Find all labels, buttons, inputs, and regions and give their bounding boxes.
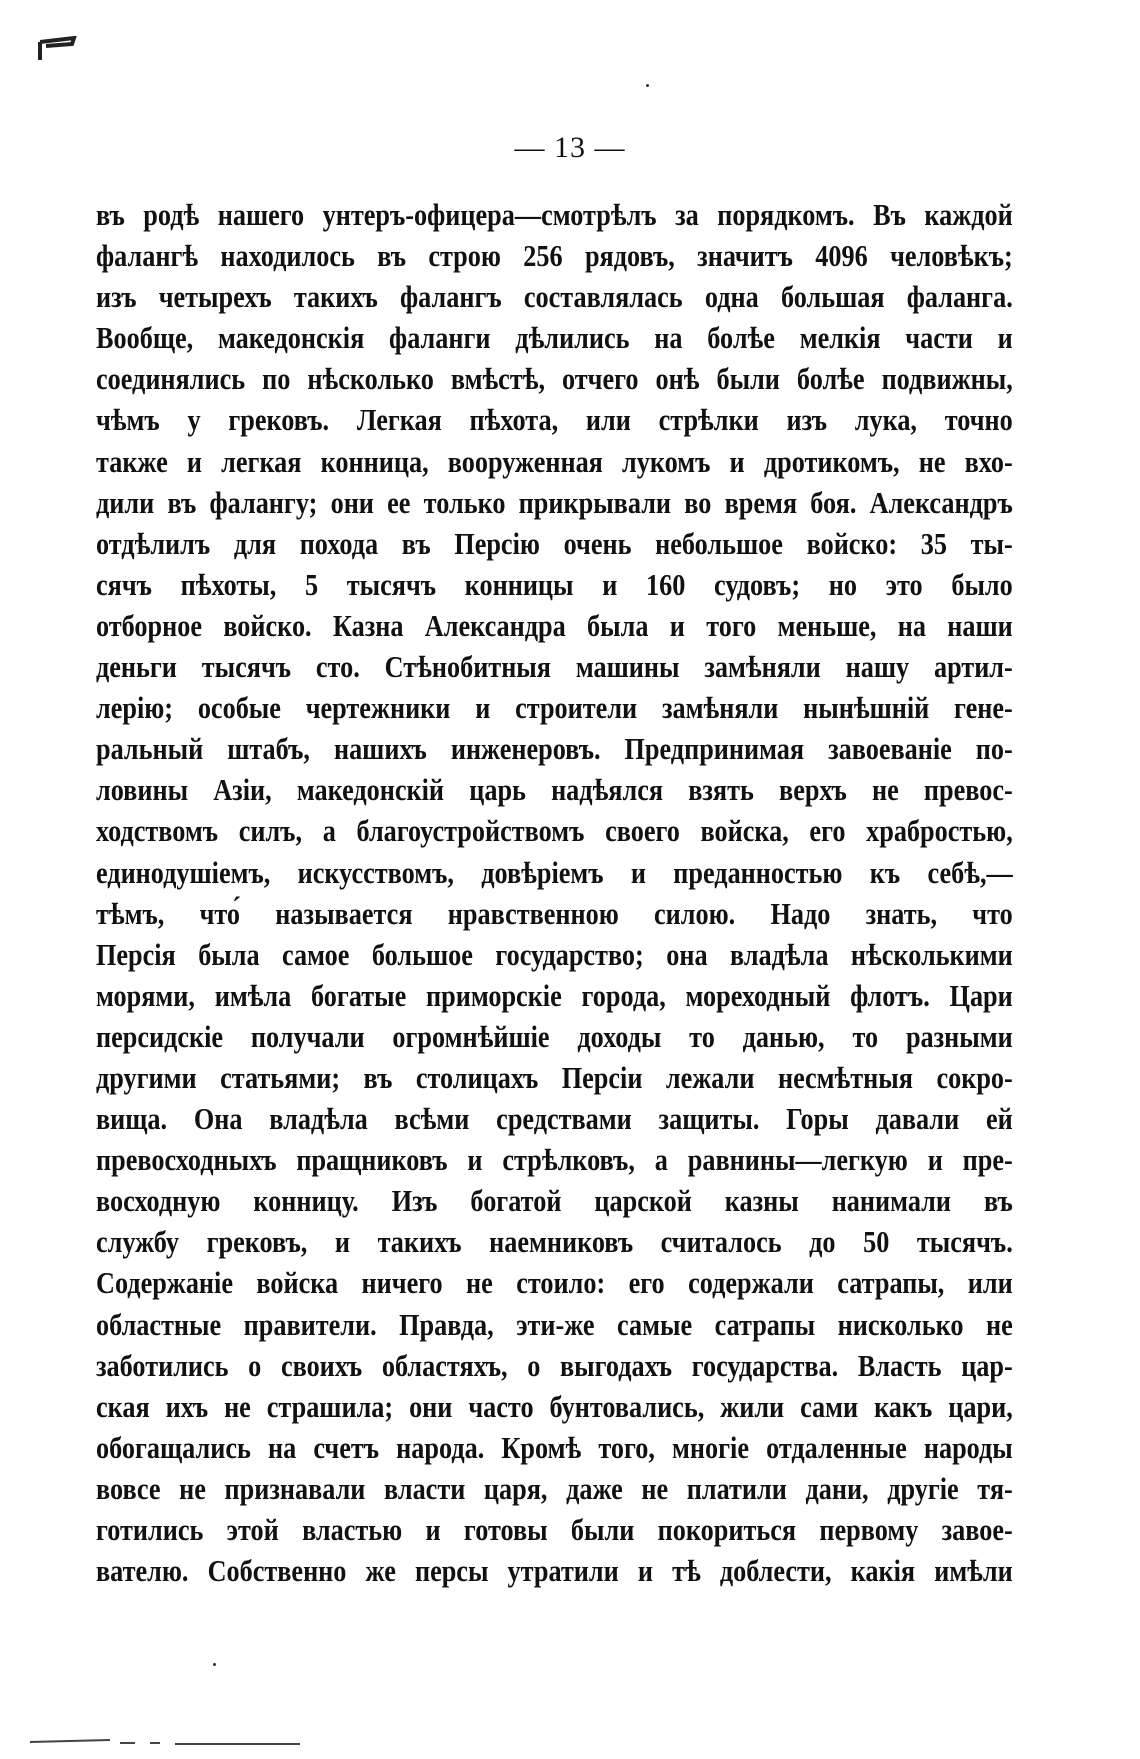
text-line: другими статьями; въ столицахъ Персіи лежали несмѣтныя сокро- <box>96 1060 1013 1095</box>
text-line: фалангѣ находилось въ строю 256 рядовъ, значитъ 4096 человѣкъ; <box>96 239 1013 274</box>
text-line: вателю. Собственно же персы утратили и тѣ доблести, какія имѣли <box>96 1554 1013 1589</box>
text-line: сячъ пѣхоты, 5 тысячъ конницы и 160 судовъ; но это было <box>96 567 1013 602</box>
text-line: заботились о своихъ областяхъ, о выгодахъ государства. Власть цар- <box>96 1348 1013 1383</box>
text-line: Вообще, македонскія фаланги дѣлились на болѣе мелкія части и <box>96 321 1013 356</box>
text-line: отдѣлилъ для похода въ Персію очень небольшое войско: 35 ты- <box>96 526 1013 561</box>
text-line: персидскіе получали огромнѣйшіе доходы то данью, то разными <box>96 1019 1013 1054</box>
ink-speck <box>213 1663 216 1666</box>
text-line: превосходныхъ пращниковъ и стрѣлковъ, а равнины—легкую и пре- <box>96 1143 1013 1178</box>
body-text <box>96 195 1013 1592</box>
ink-speck <box>646 84 649 87</box>
text-line: восходную конницу. Изъ богатой царской казны нанимали въ <box>96 1184 1013 1219</box>
text-line: лерію; особые чертежники и строители замѣняли нынѣшній гене- <box>96 691 1013 726</box>
text-line: тѣмъ, что́ называется нравственною силою. Надо знать, что <box>96 896 1013 931</box>
text-line: вища. Она владѣла всѣми средствами защиты. Горы давали ей <box>96 1102 1013 1137</box>
text-line: въ родѣ нашего унтеръ-офицера—смотрѣлъ за порядкомъ. Въ каждой <box>96 198 1013 232</box>
text-line: деньги тысячъ сто. Стѣнобитныя машины замѣняли нашу артил- <box>96 650 1013 685</box>
text-line: службу грековъ, и такихъ наемниковъ считалось до 50 тысячъ. <box>96 1225 1013 1260</box>
text-line: Содержаніе войска ничего не стоило: его содержали сатрапы, или <box>96 1266 1013 1301</box>
text-line: вовсе не признавали власти царя, даже не платили дани, другіе тя- <box>96 1471 1013 1506</box>
text-line: единодушіемъ, искусствомъ, довѣріемъ и преданностью къ себѣ,— <box>96 855 1013 890</box>
text-line: чѣмъ у грековъ. Легкая пѣхота, или стрѣлки изъ лука, точно <box>96 403 1013 438</box>
text-line: ская ихъ не страшила; они часто бунтовались, жили сами какъ цари, <box>96 1389 1013 1424</box>
text-line: ральный штабъ, нашихъ инженеровъ. Предпринимая завоеваніе по- <box>96 732 1013 767</box>
text-line: изъ четырехъ такихъ фалангъ составлялась одна большая фаланга. <box>96 280 1013 315</box>
text-line: ловины Азіи, македонскій царь надѣялся взять верхъ не превос- <box>96 773 1013 808</box>
text-line: Персія была самое большое государство; она владѣла нѣсколькими <box>96 937 1013 972</box>
text-line: дили въ фалангу; они ее только прикрывали во время боя. Александръ <box>96 485 1013 520</box>
page-number: — 13 — <box>514 131 626 164</box>
text-line: также и легкая конница, вооруженная лукомъ и дротикомъ, не вхо- <box>96 444 1013 479</box>
text-line: готились этой властью и готовы были покориться первому завое- <box>96 1513 1013 1547</box>
text-line: отборное войско. Казна Александра была и того меньше, на наши <box>96 608 1013 643</box>
text-line: морями, имѣла богатые приморскіе города, мореходный флотъ. Цари <box>96 978 1013 1013</box>
bottom-scan-artifact <box>0 1735 300 1749</box>
text-line: ходствомъ силъ, а благоустройствомъ своего войска, его храбростью, <box>96 814 1013 849</box>
text-line: областные правители. Правда, эти-же самые сатрапы нисколько не <box>96 1307 1013 1342</box>
text-line: обогащались на счетъ народа. Кромѣ того, многіе отдаленные народы <box>96 1430 1013 1465</box>
text-line: соединялись по нѣсколько вмѣстѣ, отчего онѣ были болѣе подвижны, <box>96 362 1013 397</box>
corner-printer-mark <box>38 36 78 68</box>
